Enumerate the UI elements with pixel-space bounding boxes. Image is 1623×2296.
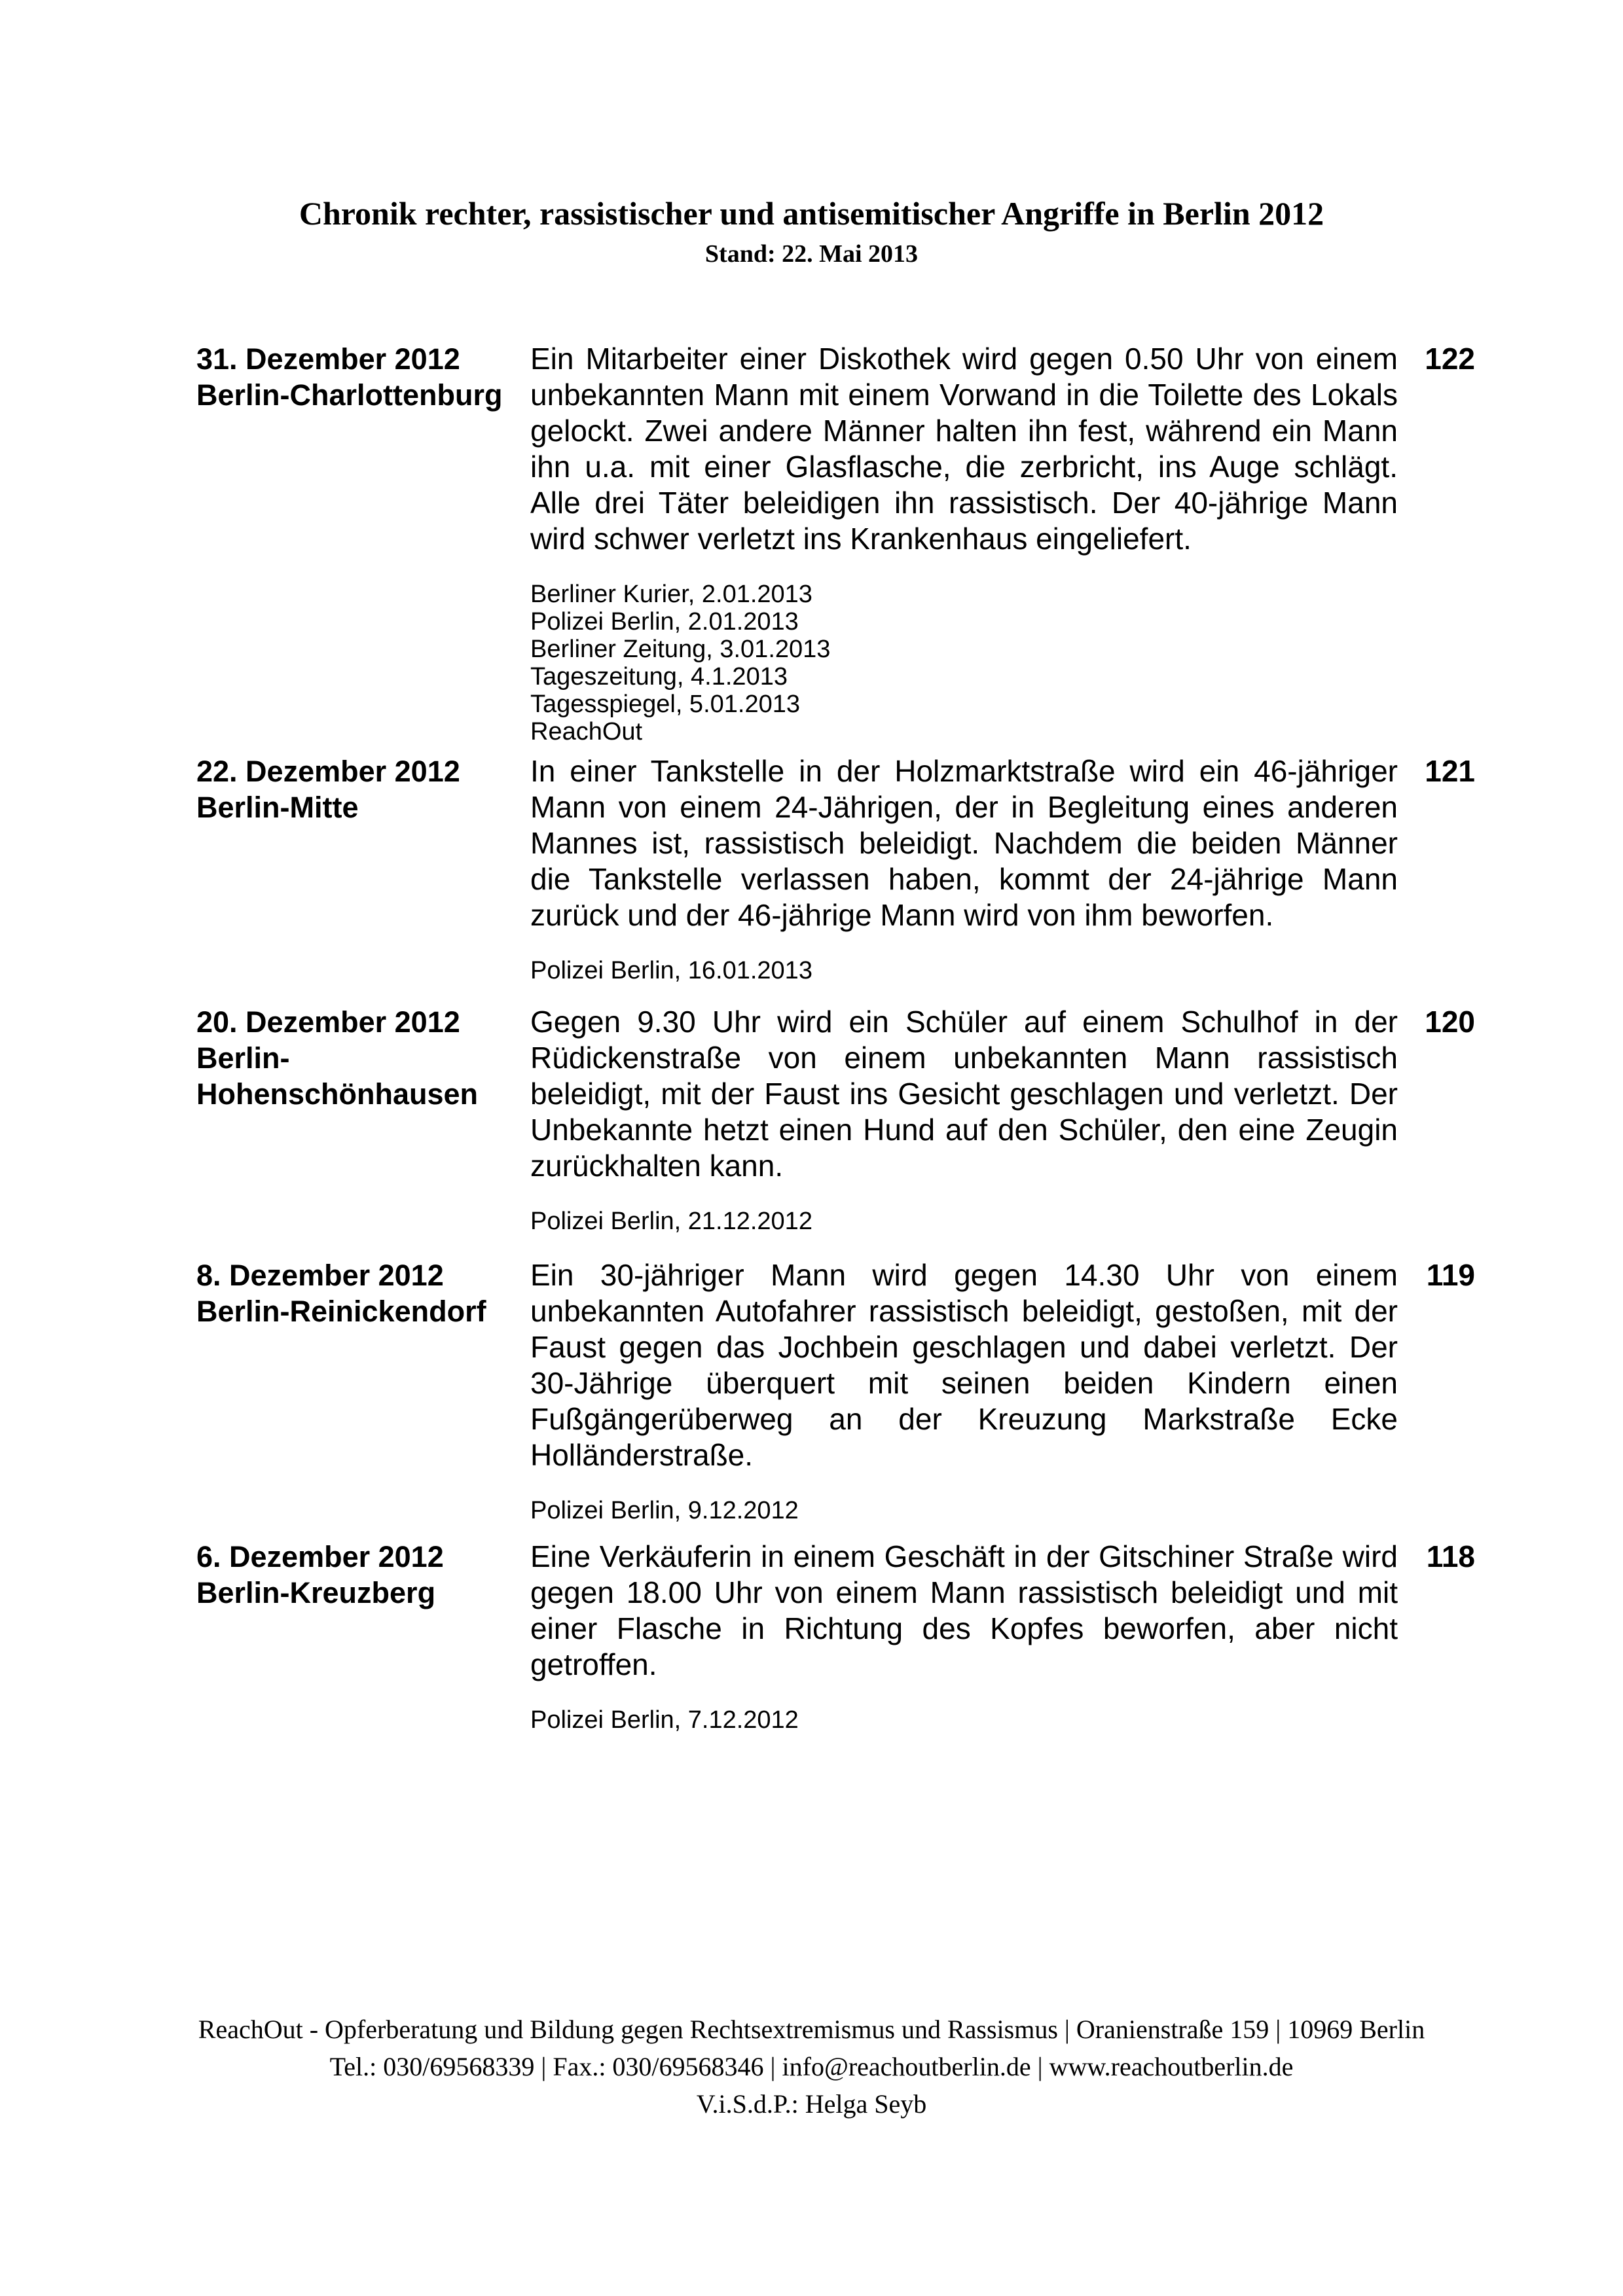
source-line: Berliner Zeitung, 3.01.2013 bbox=[530, 636, 831, 663]
entry-number: 121 bbox=[1425, 754, 1475, 788]
entry-date: 6. Dezember 2012 bbox=[196, 1540, 444, 1573]
entry-description: Gegen 9.30 Uhr wird ein Schüler auf einem Schulhof in der Rüdickenstraße von einem unbekannten Mann rassistisch beleidigt, mit der Faust ins Gesicht geschlagen und verletzt. Der Unbekannte hetzt einen Hund auf den Schüler, den eine Zeugin zurückhalten kann. bbox=[530, 1005, 1398, 1183]
entry-head bbox=[196, 341, 530, 745]
incident-entry bbox=[196, 1539, 1475, 1734]
entry-body bbox=[530, 341, 1398, 745]
entry-date: 22. Dezember 2012 bbox=[196, 755, 460, 788]
incident-entry bbox=[196, 1257, 1475, 1524]
footer-line-contact: Tel.: 030/69568339 | Fax.: 030/69568346 | info@reachoutberlin.de | www.reachoutberlin.de bbox=[329, 2052, 1294, 2081]
page-footer bbox=[0, 2011, 1623, 2123]
entry-description: Eine Verkäuferin in einem Geschäft in der Gitschiner Straße wird gegen 18.00 Uhr von einem Mann rassistisch beleidigt und mit einer Flasche in Richtung des Kopfes beworfen, aber nicht getroffen. bbox=[530, 1539, 1398, 1681]
source-line: Polizei Berlin, 21.12.2012 bbox=[530, 1208, 812, 1235]
entry-description: In einer Tankstelle in der Holzmarktstraße wird ein 46-jähriger Mann von einem 24-Jährigen, der in Begleitung eines anderen Mannes ist, rassistisch beleidigt. Nachdem die beiden Männer die Tankstelle verlassen haben, kommt der 24-jährige Mann zurück und der 46-jährige Mann wird von ihm beworfen. bbox=[530, 754, 1398, 932]
entry-number: 119 bbox=[1426, 1258, 1475, 1292]
entry-number: 120 bbox=[1425, 1005, 1475, 1039]
entry-body bbox=[530, 1257, 1398, 1524]
source-line: Polizei Berlin, 9.12.2012 bbox=[530, 1497, 799, 1524]
entry-location: Berlin-Mitte bbox=[196, 791, 359, 824]
entry-sources bbox=[530, 1208, 1398, 1235]
source-line: Berliner Kurier, 2.01.2013 bbox=[530, 581, 812, 608]
page-header bbox=[0, 193, 1623, 270]
entry-date: 20. Dezember 2012 bbox=[196, 1005, 460, 1039]
entry-body bbox=[530, 753, 1398, 984]
entry-body bbox=[530, 1539, 1398, 1734]
entry-location: Berlin-Hohenschönhausen bbox=[196, 1041, 479, 1111]
entry-sources bbox=[530, 957, 1398, 984]
entry-body bbox=[530, 1004, 1398, 1235]
entry-description: Ein 30-jähriger Mann wird gegen 14.30 Uhr von einem unbekannten Autofahrer rassistisch beleidigt, gestoßen, mit der Faust gegen das Jochbein geschlagen und dabei verletzt. Der 30-Jährige überquert mit seinen beiden Kindern einen Fußgängerüberweg an der Kreuzung Markstraße Ecke Holländerstraße. bbox=[530, 1258, 1398, 1472]
entry-sources bbox=[530, 1706, 1398, 1734]
entry-location: Berlin-Charlottenburg bbox=[196, 378, 503, 412]
entry-date: 8. Dezember 2012 bbox=[196, 1259, 444, 1292]
source-line: Polizei Berlin, 2.01.2013 bbox=[530, 608, 799, 636]
source-line: Polizei Berlin, 16.01.2013 bbox=[530, 957, 812, 984]
entry-location: Berlin-Reinickendorf bbox=[196, 1295, 486, 1328]
source-line: Tagesspiegel, 5.01.2013 bbox=[530, 691, 800, 718]
entry-description: Ein Mitarbeiter einer Diskothek wird gegen 0.50 Uhr von einem unbekannten Mann mit einem Vorwand in die Toilette des Lokals gelockt. Zwei andere Männer halten ihn fest, während ein Mann ihn u.a. mit einer Glasflasche, die zerbricht, ins Auge schlägt. Alle drei Täter beleidigen ihn rassistisch. Der 40-jährige Mann wird schwer verletzt ins Krankenhaus eingeliefert. bbox=[530, 342, 1398, 556]
entry-sources bbox=[530, 1497, 1398, 1524]
entry-location: Berlin-Kreuzberg bbox=[196, 1576, 436, 1609]
entry-head bbox=[196, 1004, 530, 1235]
entry-date: 31. Dezember 2012 bbox=[196, 342, 460, 376]
source-line: Tageszeitung, 4.1.2013 bbox=[530, 663, 788, 691]
entry-number: 122 bbox=[1425, 342, 1475, 376]
footer-line-address: ReachOut - Opferberatung und Bildung gegen Rechtsextremismus und Rassismus | Oranienstraße 159 | 10969 Berlin bbox=[198, 2015, 1425, 2044]
source-line: Polizei Berlin, 7.12.2012 bbox=[530, 1706, 799, 1734]
entry-head bbox=[196, 753, 530, 984]
entry-number: 118 bbox=[1426, 1539, 1475, 1573]
incident-entry bbox=[196, 341, 1475, 745]
page-subtitle: Stand: 22. Mai 2013 bbox=[704, 240, 919, 268]
source-line: ReachOut bbox=[530, 718, 643, 745]
entry-head bbox=[196, 1539, 530, 1734]
incident-entry bbox=[196, 753, 1475, 984]
entry-head bbox=[196, 1257, 530, 1524]
entry-sources bbox=[530, 581, 1398, 745]
page-title: Chronik rechter, rassistischer und antisemitischer Angriffe in Berlin 2012 bbox=[299, 195, 1324, 232]
footer-line-visdp: V.i.S.d.P.: Helga Seyb bbox=[696, 2089, 927, 2119]
incident-entry bbox=[196, 1004, 1475, 1235]
